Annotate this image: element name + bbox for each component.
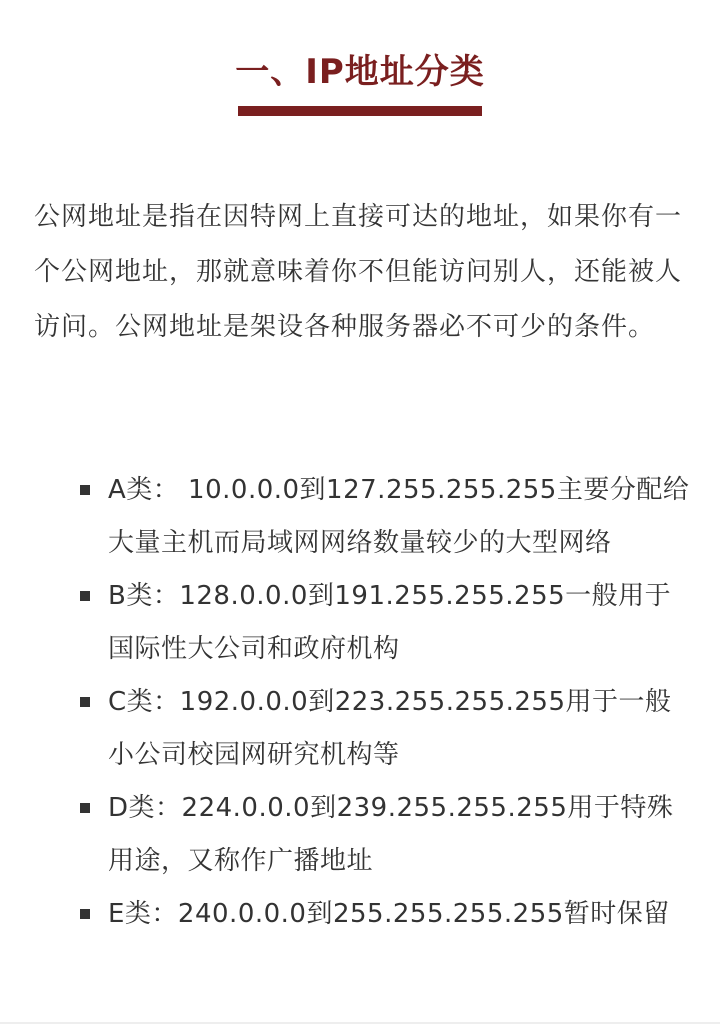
square-bullet-icon: [80, 485, 90, 495]
list-item-text: B类：128.0.0.0到191.255.255.255一般用于国际性大公司和政府机构: [108, 581, 672, 664]
list-item-class-e: [70, 888, 690, 941]
square-bullet-icon: [80, 591, 90, 601]
list-item-text: D类：224.0.0.0到239.255.255.255用于特殊用途，又称作广播地址: [108, 793, 674, 876]
heading-container: [0, 44, 720, 100]
list-item-class-b: [70, 570, 690, 676]
list-item-text: A类： 10.0.0.0到127.255.255.255主要分配给大量主机而局域网网络数量较少的大型网络: [108, 475, 690, 558]
heading-underline: [238, 106, 482, 116]
list-item-class-d: [70, 782, 690, 888]
list-item-text: C类：192.0.0.0到223.255.255.255用于一般小公司校园网研究机构等: [108, 687, 672, 770]
square-bullet-icon: [80, 909, 90, 919]
square-bullet-icon: [80, 697, 90, 707]
list-item-class-a: [70, 464, 690, 570]
square-bullet-icon: [80, 803, 90, 813]
list-item-class-c: [70, 676, 690, 782]
intro-paragraph: 公网地址是指在因特网上直接可达的地址，如果你有一个公网地址，那就意味着你不但能访问别人，还能被人访问。公网地址是架设各种服务器必不可少的条件。: [34, 202, 683, 342]
section-heading: 一、IP地址分类: [235, 52, 485, 92]
bottom-divider: [0, 1022, 720, 1024]
list-item-text: E类：240.0.0.0到255.255.255.255暂时保留: [108, 899, 670, 929]
ip-class-list: [70, 464, 690, 941]
